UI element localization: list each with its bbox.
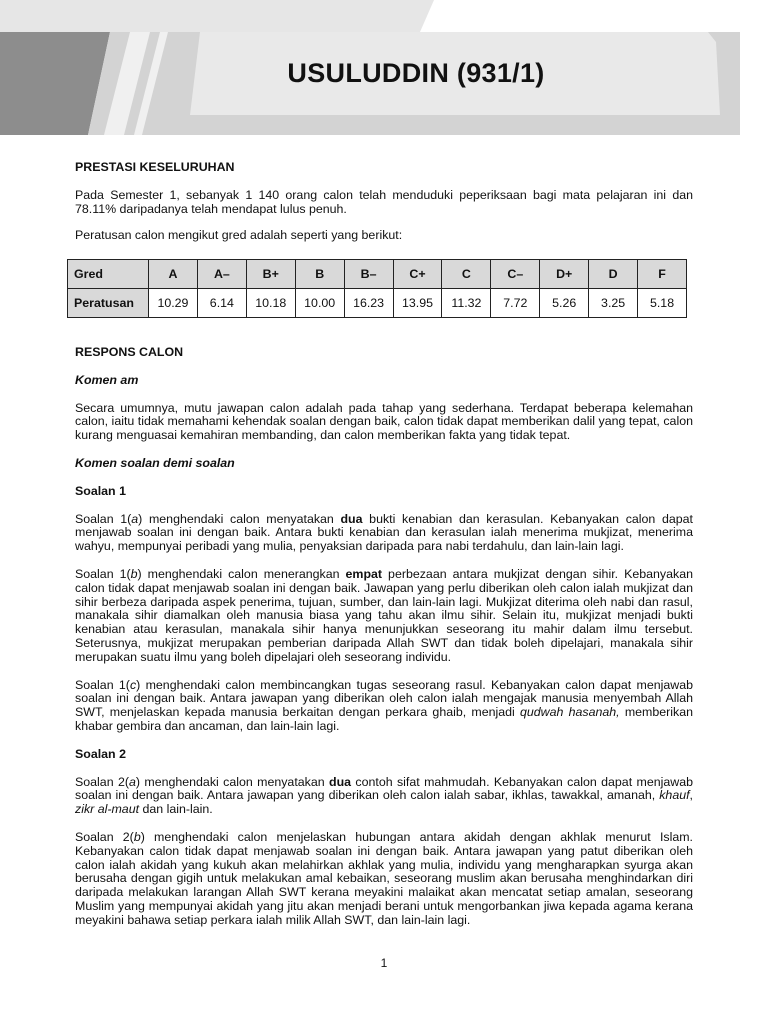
percentage-cell: 5.26 <box>540 289 589 318</box>
percentage-row <box>68 289 687 318</box>
grade-cell: B+ <box>246 260 295 289</box>
general-comment-text: Secara umumnya, mutu jawapan calon adalah pada tahap yang sederhana. Terdapat beberapa kelemahan calon, iaitu tidak memahami kehendak soalan dengan baik, calon tidak dapat memberikan dalil yang tepat, calon kurang menguasai kemahiran membanding, dan calon memberikan fakta yang tidak tepat. <box>75 400 693 443</box>
question-2a-paragraph: Soalan 2(a) menghendaki calon menyatakan dua contoh sifat mahmudah. Kebanyakan calon dapat menjawab soalan ini dengan baik. Antara jawapan yang diberikan oleh calon ialah sabar, ikhlas, tawakkal, amanah, khauf, zikr al-maut dan lain-lain. <box>75 774 693 817</box>
grade-cell: D <box>589 260 638 289</box>
grade-row <box>68 260 687 289</box>
percentage-cell: 11.32 <box>442 289 491 318</box>
general-comment-heading: Komen am <box>75 372 139 387</box>
overall-heading: PRESTASI KESELURUHAN <box>75 160 235 174</box>
grade-row-label: Gred <box>68 260 149 289</box>
grade-cell: B– <box>344 260 393 289</box>
grade-intro: Peratusan calon mengikut gred adalah seperti yang berikut: <box>75 228 403 243</box>
question-2-heading: Soalan 2 <box>75 746 126 761</box>
question-1c-paragraph: Soalan 1(c) menghendaki calon membincangkan tugas seseorang rasul. Kebanyakan calon dapat menjawab soalan ini dengan baik. Antara jawapan yang diberikan oleh calon ialah mengajak manusia menyembah Allah SWT, menjelaskan kepada manusia berkaitan dengan perkara ghaib, menjadi qudwah hasanah, memberikan khabar gembira dan ancaman, dan lain-lain lagi. <box>75 677 693 733</box>
percentage-cell: 7.72 <box>491 289 540 318</box>
percentage-cell: 5.18 <box>638 289 687 318</box>
percentage-cell: 10.18 <box>246 289 295 318</box>
percentage-cell: 3.25 <box>589 289 638 318</box>
grade-cell: A– <box>197 260 246 289</box>
response-heading: RESPONS CALON <box>75 345 184 359</box>
percentage-cell: 6.14 <box>197 289 246 318</box>
grade-cell: F <box>638 260 687 289</box>
grade-cell: B <box>295 260 344 289</box>
percentage-row-label: Peratusan <box>68 289 149 318</box>
overall-paragraph: Pada Semester 1, sebanyak 1 140 orang calon telah menduduki peperiksaan bagi mata pelajaran ini dan 78.11% daripadanya telah mendapat lulus penuh. <box>75 187 693 216</box>
question-1a-paragraph: Soalan 1(a) menghendaki calon menyatakan dua bukti kenabian dan kerasulan. Kebanyakan calon dapat menjawab soalan ini dengan baik. Antara bukti kenabian dan kerasulan ialah menerima mukjizat, menerima wahyu, mempunyai peribadi yang mulia, penyaksian daripada para nabi terdahulu, dan lain-lain lagi. <box>75 511 693 554</box>
question-2b-paragraph: Soalan 2(b) menghendaki calon menjelaskan hubungan antara akidah dengan akhlak menurut Islam. Kebanyakan calon tidak dapat menjawab soalan ini dengan baik. Antara jawapan yang patut diberikan oleh calon ialah akidah yang kukuh akan melahirkan akhlak yang mulia, individu yang mengharapkan syurga akan berusaha dengan gigih untuk melakukan amal kebaikan, seseorang muslim akan berusaha menghindarkan diri daripada melakukan larangan Allah SWT kerana meyakini malaikat akan mencatat setiap amalan, seseorang Muslim yang mempunyai akidah yang jitu akan menjadi berani untuk mengorbankan jiwa kepada agama kerana meyakini bahawa setiap perkara ialah milik Allah SWT, dan lain-lain lagi. <box>75 829 693 927</box>
percentage-cell: 10.00 <box>295 289 344 318</box>
per-question-heading: Komen soalan demi soalan <box>75 455 235 470</box>
response-section <box>75 346 693 928</box>
grade-cell: C+ <box>393 260 442 289</box>
page-number: 1 <box>380 956 388 970</box>
grade-cell: C <box>442 260 491 289</box>
grade-cell: D+ <box>540 260 589 289</box>
grade-table <box>67 259 687 318</box>
grade-cell: C– <box>491 260 540 289</box>
percentage-cell: 16.23 <box>344 289 393 318</box>
question-1b-paragraph: Soalan 1(b) menghendaki calon menerangkan empat perbezaan antara mukjizat dengan sihir. Kebanyakan calon tidak dapat menjawab soalan ini dengan baik. Jawapan yang perlu diberikan oleh calon ialah mukjizat dan sihir berbeza daripada aspek penerima, tujuan, sumber, dan lain-lain lagi. Mukjizat diterima oleh nabi dan rasul, manakala sihir diamalkan oleh manusia biasa yang tahu akan ilmu sihir. Selain itu, mukjizat menjadi bukti kenabian atau kerasulan, manakala sihir hanya menunjukkan seseorang itu mahir dalam ilmu tersebut. Seterusnya, mukjizat merupakan pemberian daripada Allah SWT dan tidak boleh dipelajari, manakala sihir merupakan suatu ilmu yang boleh dipelajari oleh seseorang individu. <box>75 566 693 664</box>
percentage-cell: 10.29 <box>149 289 198 318</box>
question-1-heading: Soalan 1 <box>75 483 126 498</box>
report-body <box>75 161 693 243</box>
page-title: USULUDDIN (931/1) <box>287 58 545 88</box>
grade-cell: A <box>149 260 198 289</box>
percentage-cell: 13.95 <box>393 289 442 318</box>
